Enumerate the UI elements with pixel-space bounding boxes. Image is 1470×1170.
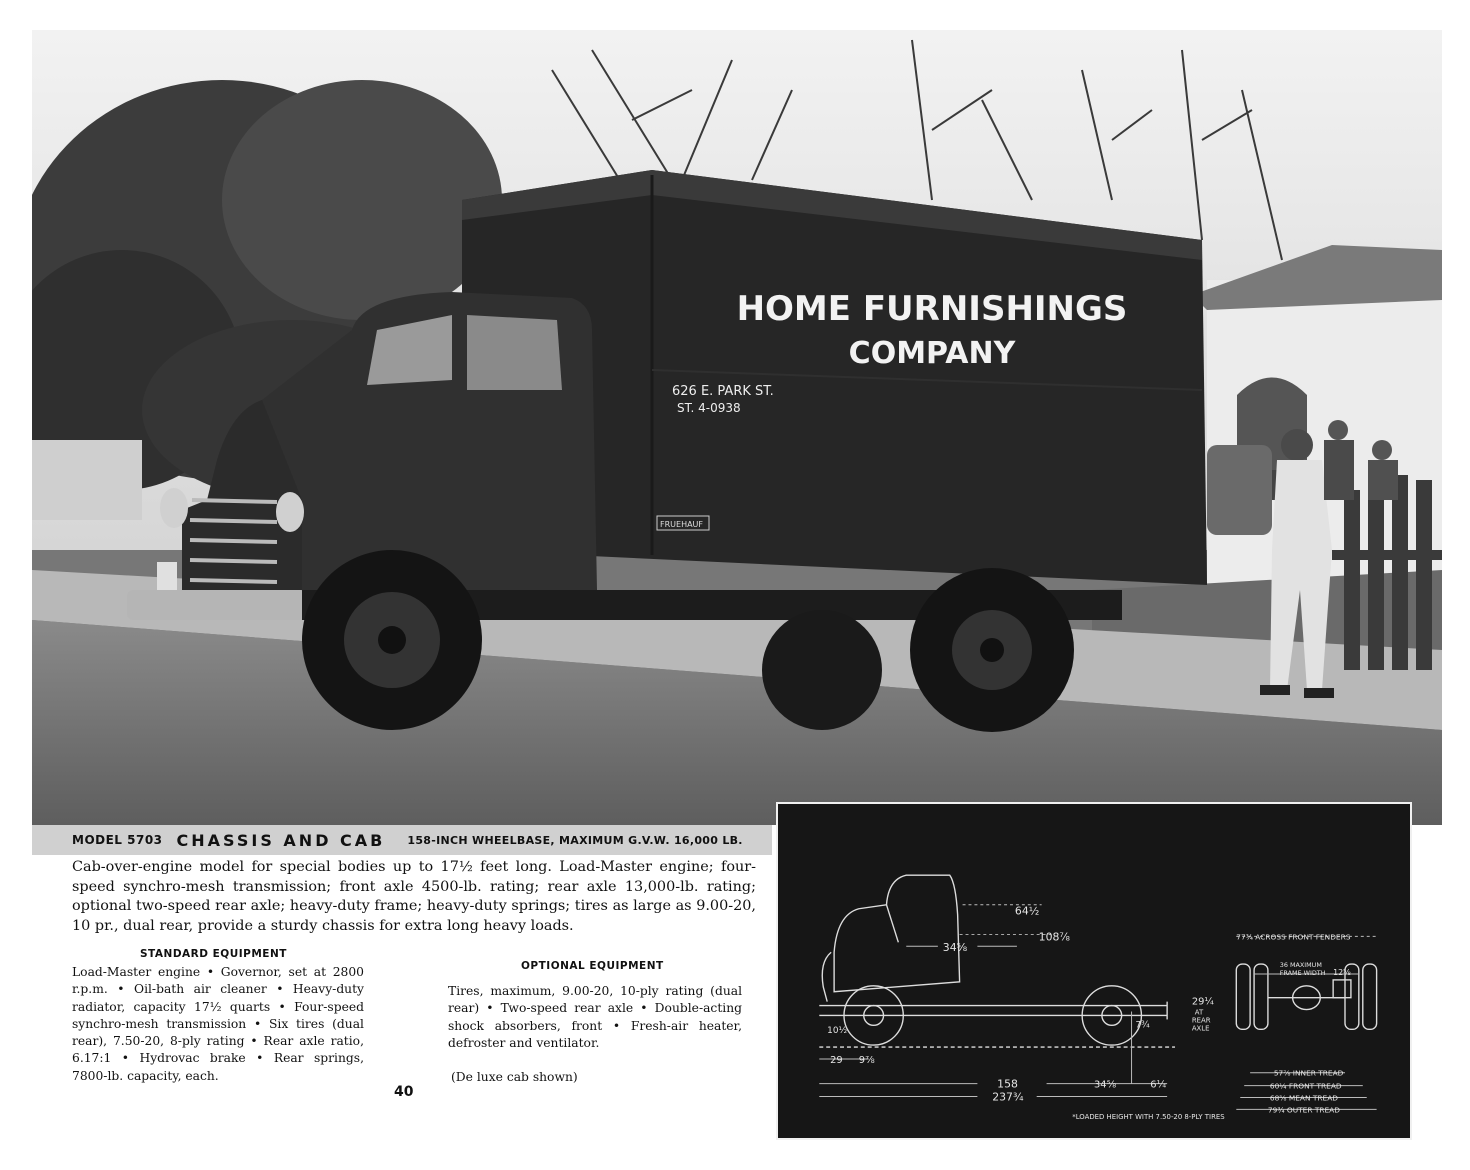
page-number: 40 <box>394 1084 414 1100</box>
truck-sign-line2: COMPANY <box>848 336 1016 371</box>
truck-photo-illustration <box>32 30 1442 825</box>
dim-frame-height-note3: AXLE <box>1191 1024 1210 1033</box>
dimension-lines <box>819 905 1167 1097</box>
optional-equipment-heading: OPTIONAL EQUIPMENT <box>521 960 664 972</box>
house-left <box>32 440 142 520</box>
dimension-diagram <box>776 802 1412 1140</box>
photo-caption: (De luxe cab shown) <box>451 1070 578 1084</box>
side-view-outline <box>819 875 1175 1047</box>
dim-frame-height-note2: REAR <box>1191 1016 1211 1025</box>
diagram-footnote: *LOADED HEIGHT WITH 7.50-20 8-PLY TIRES <box>1072 1113 1225 1122</box>
truck-address-line1: 626 E. PARK ST. <box>672 384 774 399</box>
intro-paragraph: Cab-over-engine model for special bodies up to 17½ feet long. Load-Master engine; four-speed synchro-mesh transmission; front axle 4500-lb. rating; rear axle 13,000-lb. rating; optional two-speed rear axle; heavy-duty frame; heavy-duty springs; tires as large as 9.00-20, 10 pr., dual rear, provide a sturdy chassis for extra long heavy loads. <box>72 859 756 934</box>
fruehauf-badge: FRUEHAUF <box>660 520 704 529</box>
frame-width-line2: FRAME WIDTH <box>1279 968 1326 977</box>
optional-equipment-text: Tires, maximum, 9.00-20, 10-ply rating (dual rear) • Two-speed rear axle • Double-acting shock absorbers, front • Fresh-air heater, defroster and ventilator. <box>448 984 742 1050</box>
model-number: MODEL 5703 <box>72 833 163 847</box>
dim-height: 64½ <box>1014 904 1040 918</box>
standard-equipment-text: Load-Master engine • Governor, set at 2800 r.p.m. • Oil-bath air cleaner • Heavy-duty radiator, capacity 17½ quarts • Four-speed synchro-mesh transmission • Six tires (dual rear), 7.50-20, 8-ply rating • Rear axle ratio, 6.17:1 • Hydrovac brake • Rear springs, 7800-lb. capacity, each. <box>72 965 364 1083</box>
model-title: CHASSIS AND CAB <box>176 830 386 850</box>
dim-frame-rear: 6¼ <box>1150 1079 1167 1091</box>
dim-frame-height-note1: AT <box>1194 1008 1204 1017</box>
mean-tread: 68⅝ MEAN TREAD <box>1269 1093 1339 1103</box>
inner-tread: 57⅞ INNER TREAD <box>1273 1068 1344 1078</box>
across-front-fenders: 77¾ ACROSS FRONT FENDERS <box>1236 932 1351 942</box>
model-spec: 158-INCH WHEELBASE, MAXIMUM G.V.W. 16,000 LB. <box>407 833 743 847</box>
dim-front-ground: 10½ <box>827 1026 848 1037</box>
frame-width-side: 12⅝ <box>1333 967 1351 977</box>
dim-wheelbase: 158 <box>997 1077 1018 1091</box>
dimension-diagram-drawing <box>778 804 1410 1138</box>
dim-rear-overhang: 34⅝ <box>1094 1079 1117 1091</box>
frame-width-line1: 36 MAXIMUM <box>1279 961 1322 970</box>
dim-overall: 237¾ <box>992 1090 1024 1104</box>
truck-sign-line1: HOME FURNISHINGS <box>736 289 1128 329</box>
dim-frame-height: 29¼ <box>1191 996 1214 1008</box>
truck-address-line2: ST. 4-0938 <box>677 401 741 415</box>
front-wheel <box>302 550 482 730</box>
dim-bumper: 9⅞ <box>858 1054 875 1066</box>
model-title-bar <box>32 825 772 855</box>
front-tread: 60¼ FRONT TREAD <box>1269 1081 1342 1091</box>
dim-cab-to-axle: 108⅞ <box>1038 930 1070 944</box>
dim-cab-length: 34⅝ <box>942 941 968 955</box>
dim-ground: 7¾ <box>1135 1020 1150 1031</box>
dim-front-overhang: 29 <box>830 1054 843 1066</box>
outer-tread: 79¾ OUTER TREAD <box>1267 1105 1340 1115</box>
standard-equipment-heading: STANDARD EQUIPMENT <box>140 948 287 960</box>
truck-photo <box>32 30 1442 825</box>
